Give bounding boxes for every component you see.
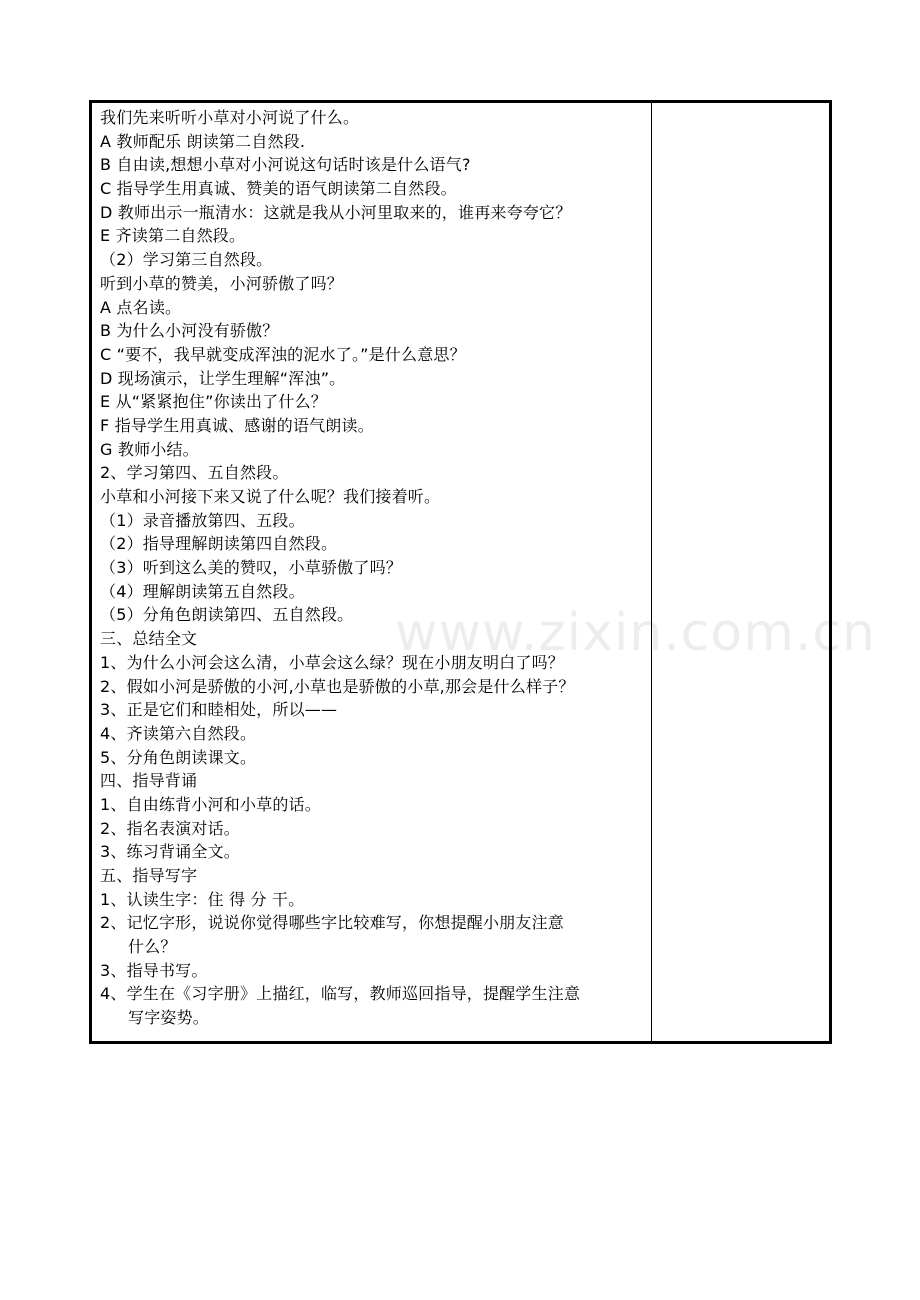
text-line: A 教师配乐 朗读第二自然段. [100,131,306,151]
text-line-continuation: 写字姿势。 [128,1008,210,1028]
text-line: （1）录音播放第四、五段。 [100,510,305,530]
text-line-continuation: 什么？ [128,937,177,957]
notes-cell [652,103,829,1041]
text-line: B 为什么小河没有骄傲？ [100,321,279,341]
text-line: 5、分角色朗读课文。 [100,747,257,767]
text-line: （5）分角色朗读第四、五自然段。 [100,605,354,625]
text-line: D 现场演示，让学生理解“浑浊”。 [100,368,346,388]
text-line: D 教师出示一瓶清水：这就是我从小河里取来的，谁再来夸夸它？ [100,202,572,222]
text-line: 4、齐读第六自然段。 [100,723,257,743]
text-line: 2、记忆字形，说说你觉得哪些字比较难写，你想提醒小朋友注意 [100,913,564,933]
text-line: （3）听到这么美的赞叹，小草骄傲了吗？ [100,558,402,578]
text-line: C “要不，我早就变成浑浊的泥水了。”是什么意思？ [100,344,466,364]
text-line: 2、假如小河是骄傲的小河,小草也是骄傲的小草,那会是什么样子？ [100,676,575,696]
text-line: 3、练习背诵全文。 [100,842,240,862]
text-line: 4、学生在《习字册》上描红，临写，教师巡回指导，提醒学生注意 [100,984,581,1004]
text-line: 2、指名表演对话。 [100,818,240,838]
text-line: 1、认读生字：住 得 分 干。 [100,889,305,909]
text-line: A 点名读。 [100,297,182,317]
text-line: C 指导学生用真诚、赞美的语气朗读第二自然段。 [100,179,457,199]
text-line: （2）指导理解朗读第四自然段。 [100,534,338,554]
text-line: （2）学习第三自然段。 [100,250,273,270]
text-line: 听到小草的赞美，小河骄傲了吗？ [100,273,344,293]
text-line: 3、正是它们和睦相处，所以—— [100,700,338,720]
text-line: （4）理解朗读第五自然段。 [100,581,305,601]
text-line: B 自由读,想想小草对小河说这句话时该是什么语气? [100,155,471,175]
text-line: E 从“紧紧抱住”你读出了什么？ [100,392,327,412]
text-line: E 齐读第二自然段。 [100,226,246,246]
watermark: www.zixin.com.cn [395,603,876,663]
text-line: 3、指导书写。 [100,960,208,980]
lesson-plan-table [89,100,832,1044]
text-line: 1、自由练背小河和小草的话。 [100,794,321,814]
text-line: 2、学习第四、五自然段。 [100,463,289,483]
text-line: 小草和小河接下来又说了什么呢？我们接着听。 [100,487,441,506]
text-line: G 教师小结。 [100,439,199,459]
section-heading: 三、总结全文 [100,629,198,649]
section-heading: 四、指导背诵 [100,771,198,791]
content-cell [92,103,650,1041]
section-heading: 五、指导写字 [100,866,198,885]
text-line: 我们先来听听小草对小河说了什么。 [100,108,360,127]
text-line: 1、为什么小河会这么清，小草会这么绿？现在小朋友明白了吗？ [100,652,564,672]
text-line: F 指导学生用真诚、感谢的语气朗读。 [100,415,374,435]
